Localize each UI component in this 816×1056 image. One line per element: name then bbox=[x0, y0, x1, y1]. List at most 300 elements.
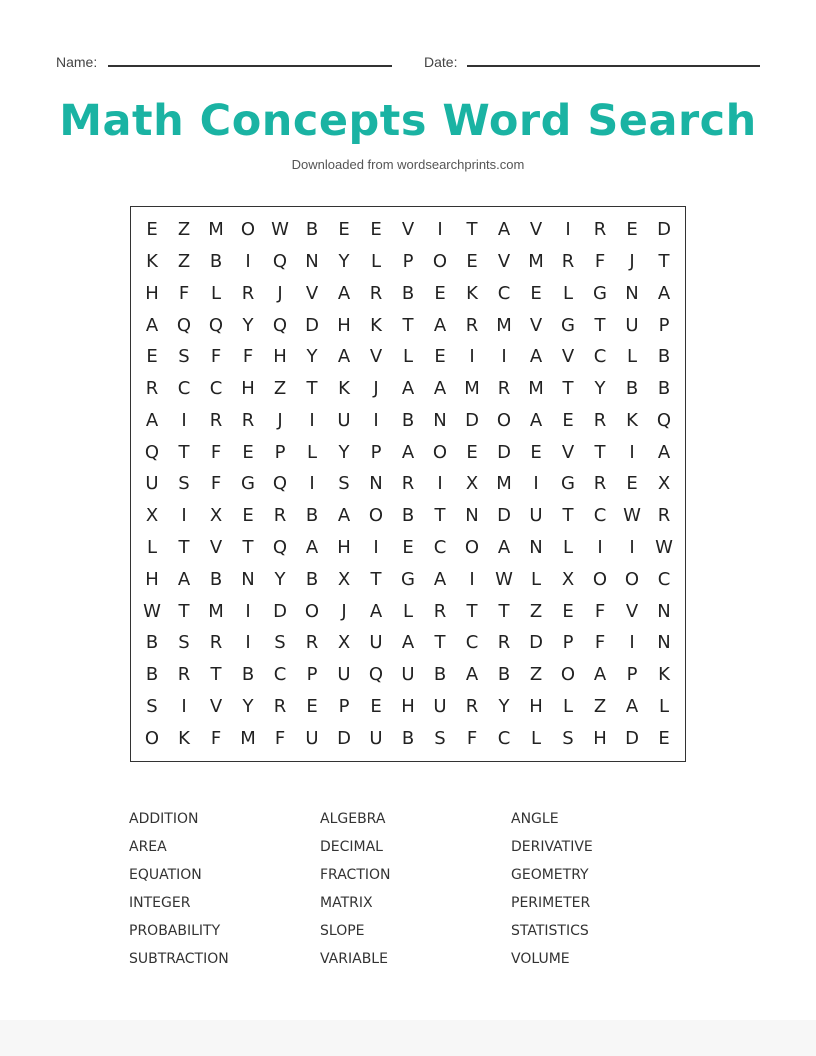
grid-letter: U bbox=[625, 314, 639, 336]
grid-letter: R bbox=[465, 695, 479, 717]
grid-letter: V bbox=[561, 346, 575, 368]
grid-letter: F bbox=[210, 346, 222, 368]
grid-letter: F bbox=[594, 632, 606, 654]
grid-letter: S bbox=[338, 473, 350, 495]
grid-letter: I bbox=[501, 346, 507, 368]
grid-letter: R bbox=[497, 632, 511, 654]
grid-letter: U bbox=[305, 727, 319, 749]
grid-letter: B bbox=[401, 282, 415, 304]
grid-letter: N bbox=[465, 505, 479, 527]
grid-letter: E bbox=[146, 219, 158, 241]
grid-letter: C bbox=[657, 568, 671, 590]
grid-letter: A bbox=[497, 219, 511, 241]
grid-letter: I bbox=[629, 441, 635, 463]
grid-letter: X bbox=[145, 505, 159, 527]
grid-letter: F bbox=[210, 727, 222, 749]
grid-letter: P bbox=[402, 251, 414, 273]
grid-letter: A bbox=[177, 568, 191, 590]
grid-letter: T bbox=[562, 378, 574, 400]
grid-letter: O bbox=[560, 664, 576, 686]
grid-letter: T bbox=[466, 600, 478, 622]
grid-letter: O bbox=[432, 251, 448, 273]
grid-letter: X bbox=[465, 473, 479, 495]
grid-letter: L bbox=[562, 282, 574, 304]
grid-letter: A bbox=[401, 632, 415, 654]
word-list-item: STATISTICS bbox=[511, 923, 589, 939]
grid-letter: E bbox=[306, 695, 318, 717]
grid-letter: T bbox=[178, 600, 190, 622]
grid-letter: R bbox=[241, 409, 255, 431]
grid-letter: I bbox=[469, 346, 475, 368]
grid-letter: D bbox=[273, 600, 287, 622]
grid-letter: F bbox=[274, 727, 286, 749]
grid-letter: Y bbox=[338, 441, 350, 463]
footer-band bbox=[0, 1020, 816, 1056]
word-list-item: VOLUME bbox=[511, 951, 570, 967]
grid-letter: X bbox=[657, 473, 671, 495]
grid-letter: A bbox=[657, 441, 671, 463]
grid-letter: B bbox=[305, 219, 319, 241]
grid-letter: S bbox=[562, 727, 574, 749]
grid-letter: T bbox=[242, 537, 254, 559]
grid-letter: D bbox=[497, 505, 511, 527]
word-list-item: DERIVATIVE bbox=[511, 839, 593, 855]
grid-letter: J bbox=[277, 409, 283, 431]
grid-letter: T bbox=[402, 314, 414, 336]
grid-letter: V bbox=[497, 251, 511, 273]
grid-letter: U bbox=[369, 632, 383, 654]
grid-letter: O bbox=[432, 441, 448, 463]
grid-letter: Z bbox=[529, 664, 543, 686]
grid-letter: M bbox=[464, 378, 480, 400]
grid-letter: Q bbox=[144, 441, 160, 463]
grid-letter: L bbox=[402, 346, 414, 368]
word-list-item: ALGEBRA bbox=[320, 811, 386, 827]
grid-letter: I bbox=[181, 409, 187, 431]
grid-letter: R bbox=[401, 473, 415, 495]
grid-letter: H bbox=[401, 695, 415, 717]
grid-letter: J bbox=[341, 600, 347, 622]
grid-letter: S bbox=[146, 695, 158, 717]
grid-letter: I bbox=[181, 505, 187, 527]
grid-letter: S bbox=[434, 727, 446, 749]
grid-letter: W bbox=[143, 600, 161, 622]
grid-letter: F bbox=[594, 600, 606, 622]
grid-letter: B bbox=[497, 664, 511, 686]
grid-letter: D bbox=[337, 727, 351, 749]
grid-letter: B bbox=[305, 568, 319, 590]
grid-letter: U bbox=[433, 695, 447, 717]
word-list-item: SUBTRACTION bbox=[129, 951, 229, 967]
grid-letter: F bbox=[466, 727, 478, 749]
grid-letter: U bbox=[337, 409, 351, 431]
grid-letter: B bbox=[209, 568, 223, 590]
grid-letter: X bbox=[337, 568, 351, 590]
grid-letter: V bbox=[369, 346, 383, 368]
grid-letter: B bbox=[433, 664, 447, 686]
grid-letter: R bbox=[593, 219, 607, 241]
grid-letter: P bbox=[658, 314, 670, 336]
date-line bbox=[467, 65, 760, 67]
grid-letter: A bbox=[433, 568, 447, 590]
grid-letter: A bbox=[625, 695, 639, 717]
grid-letter: S bbox=[178, 632, 190, 654]
grid-letter: E bbox=[530, 282, 542, 304]
grid-letter: P bbox=[306, 664, 318, 686]
grid-letter: A bbox=[401, 441, 415, 463]
grid-letter: A bbox=[593, 664, 607, 686]
grid-letter: B bbox=[401, 505, 415, 527]
grid-letter: T bbox=[434, 505, 446, 527]
grid-letter: C bbox=[465, 632, 479, 654]
grid-letter: L bbox=[530, 568, 542, 590]
grid-letter: Q bbox=[272, 537, 288, 559]
grid-letter: K bbox=[658, 664, 670, 686]
grid-letter: I bbox=[181, 695, 187, 717]
grid-letter: Z bbox=[529, 600, 543, 622]
grid-letter: A bbox=[433, 314, 447, 336]
grid-letter: V bbox=[529, 314, 543, 336]
grid-letter: T bbox=[466, 219, 478, 241]
grid-letter: R bbox=[145, 378, 159, 400]
word-list-item: FRACTION bbox=[320, 867, 391, 883]
grid-letter: B bbox=[401, 727, 415, 749]
grid-letter: T bbox=[594, 441, 606, 463]
grid-letter: P bbox=[274, 441, 286, 463]
grid-letter: L bbox=[210, 282, 222, 304]
grid-letter: R bbox=[497, 378, 511, 400]
grid-letter: G bbox=[561, 473, 575, 495]
grid-letter: V bbox=[401, 219, 415, 241]
grid-letter: L bbox=[370, 251, 382, 273]
grid-letter: Y bbox=[594, 378, 606, 400]
grid-letter: Y bbox=[242, 314, 254, 336]
grid-letter: A bbox=[497, 537, 511, 559]
grid-letter: I bbox=[245, 632, 251, 654]
grid-letter: Z bbox=[593, 695, 607, 717]
grid-letter: E bbox=[402, 537, 414, 559]
grid-letter: F bbox=[178, 282, 190, 304]
grid-letter: A bbox=[337, 282, 351, 304]
grid-letter: U bbox=[401, 664, 415, 686]
grid-letter: N bbox=[305, 251, 319, 273]
letter-grid bbox=[130, 206, 686, 762]
grid-letter: N bbox=[625, 282, 639, 304]
grid-letter: I bbox=[469, 568, 475, 590]
word-list-item: ANGLE bbox=[511, 811, 559, 827]
grid-letter: C bbox=[433, 537, 447, 559]
grid-letter: Z bbox=[177, 219, 191, 241]
grid-letter: R bbox=[273, 695, 287, 717]
grid-letter: L bbox=[402, 600, 414, 622]
grid-letter: B bbox=[145, 664, 159, 686]
grid-letter: T bbox=[178, 537, 190, 559]
grid-letter: V bbox=[209, 695, 223, 717]
grid-letter: R bbox=[241, 282, 255, 304]
grid-letter: E bbox=[626, 473, 638, 495]
grid-letter: A bbox=[529, 409, 543, 431]
grid-letter: H bbox=[241, 378, 255, 400]
grid-letter: W bbox=[495, 568, 513, 590]
grid-letter: H bbox=[337, 314, 351, 336]
grid-letter: L bbox=[530, 727, 542, 749]
grid-letter: T bbox=[594, 314, 606, 336]
grid-letter: I bbox=[629, 632, 635, 654]
grid-letter: R bbox=[433, 600, 447, 622]
grid-letter: R bbox=[561, 251, 575, 273]
grid-letter: M bbox=[528, 378, 544, 400]
grid-letter: E bbox=[370, 219, 382, 241]
grid-letter: K bbox=[338, 378, 350, 400]
grid-letter: N bbox=[241, 568, 255, 590]
grid-letter: K bbox=[370, 314, 382, 336]
grid-letter: P bbox=[338, 695, 350, 717]
grid-letter: M bbox=[496, 473, 512, 495]
grid-letter: A bbox=[369, 600, 383, 622]
grid-letter: T bbox=[210, 664, 222, 686]
grid-letter: V bbox=[625, 600, 639, 622]
grid-letter: J bbox=[629, 251, 635, 273]
grid-letter: V bbox=[529, 219, 543, 241]
grid-letter: I bbox=[245, 251, 251, 273]
grid-letter: O bbox=[592, 568, 608, 590]
grid-letter: V bbox=[305, 282, 319, 304]
grid-letter: C bbox=[593, 346, 607, 368]
grid-letter: D bbox=[465, 409, 479, 431]
word-list-item: PERIMETER bbox=[511, 895, 591, 911]
grid-letter: A bbox=[337, 505, 351, 527]
grid-letter: L bbox=[658, 695, 670, 717]
grid-letter: I bbox=[533, 473, 539, 495]
grid-letter: V bbox=[209, 537, 223, 559]
grid-letter: H bbox=[145, 282, 159, 304]
word-list-item: ADDITION bbox=[129, 811, 199, 827]
grid-letter: B bbox=[625, 378, 639, 400]
grid-letter: W bbox=[655, 537, 673, 559]
grid-letter: A bbox=[433, 378, 447, 400]
word-list-item: MATRIX bbox=[320, 895, 373, 911]
word-list-item: VARIABLE bbox=[320, 951, 388, 967]
grid-letter: D bbox=[305, 314, 319, 336]
grid-letter: G bbox=[593, 282, 607, 304]
grid-letter: L bbox=[626, 346, 638, 368]
grid-letter: N bbox=[657, 600, 671, 622]
grid-letter: Z bbox=[273, 378, 287, 400]
grid-letter: P bbox=[626, 664, 638, 686]
grid-letter: E bbox=[146, 346, 158, 368]
grid-letter: L bbox=[562, 537, 574, 559]
grid-letter: S bbox=[178, 473, 190, 495]
grid-letter: R bbox=[305, 632, 319, 654]
word-list-item: GEOMETRY bbox=[511, 867, 589, 883]
grid-letter: T bbox=[658, 251, 670, 273]
grid-letter: E bbox=[626, 219, 638, 241]
grid-letter: O bbox=[368, 505, 384, 527]
grid-letter: F bbox=[210, 473, 222, 495]
grid-letter: Q bbox=[272, 473, 288, 495]
grid-letter: I bbox=[437, 473, 443, 495]
word-list-item: PROBABILITY bbox=[129, 923, 221, 939]
grid-letter: Q bbox=[176, 314, 192, 336]
grid-letter: K bbox=[146, 251, 158, 273]
grid-letter: F bbox=[594, 251, 606, 273]
grid-letter: Y bbox=[274, 568, 286, 590]
grid-letter: S bbox=[274, 632, 286, 654]
grid-letter: I bbox=[437, 219, 443, 241]
grid-letter: H bbox=[145, 568, 159, 590]
word-list-item: EQUATION bbox=[129, 867, 202, 883]
name-label: Name: bbox=[56, 54, 98, 70]
grid-letter: A bbox=[145, 409, 159, 431]
grid-letter: D bbox=[529, 632, 543, 654]
grid-letter: I bbox=[309, 409, 315, 431]
grid-letter: C bbox=[497, 282, 511, 304]
grid-letter: D bbox=[625, 727, 639, 749]
grid-letter: A bbox=[145, 314, 159, 336]
grid-letter: A bbox=[529, 346, 543, 368]
grid-letter: F bbox=[242, 346, 254, 368]
grid-letter: E bbox=[466, 441, 478, 463]
grid-letter: B bbox=[209, 251, 223, 273]
grid-letter: H bbox=[593, 727, 607, 749]
grid-letter: K bbox=[466, 282, 478, 304]
grid-letter: I bbox=[629, 537, 635, 559]
grid-letter: B bbox=[401, 409, 415, 431]
grid-letter: O bbox=[464, 537, 480, 559]
grid-letter: M bbox=[208, 600, 224, 622]
grid-letter: C bbox=[593, 505, 607, 527]
grid-letter: U bbox=[369, 727, 383, 749]
grid-letter: Y bbox=[498, 695, 510, 717]
word-list-item: INTEGER bbox=[129, 895, 191, 911]
grid-letter: M bbox=[496, 314, 512, 336]
grid-letter: I bbox=[373, 409, 379, 431]
grid-letter: N bbox=[529, 537, 543, 559]
word-list bbox=[129, 810, 729, 968]
grid-letter: E bbox=[658, 727, 670, 749]
grid-letter: R bbox=[177, 664, 191, 686]
grid-letter: Q bbox=[368, 664, 384, 686]
grid-letter: M bbox=[208, 219, 224, 241]
grid-letter: M bbox=[240, 727, 256, 749]
page-title: Math Concepts Word Search bbox=[59, 96, 757, 146]
grid-letter: G bbox=[401, 568, 415, 590]
grid-letter: I bbox=[565, 219, 571, 241]
grid-letter: D bbox=[657, 219, 671, 241]
grid-letter: P bbox=[370, 441, 382, 463]
grid-letter: E bbox=[466, 251, 478, 273]
grid-letter: E bbox=[562, 600, 574, 622]
grid-letter: R bbox=[209, 632, 223, 654]
grid-letter: I bbox=[373, 537, 379, 559]
word-list-item: AREA bbox=[129, 839, 167, 855]
grid-letter: R bbox=[465, 314, 479, 336]
grid-letter: E bbox=[242, 505, 254, 527]
grid-letter: N bbox=[657, 632, 671, 654]
grid-letter: Z bbox=[177, 251, 191, 273]
grid-letter: U bbox=[337, 664, 351, 686]
grid-letter: A bbox=[401, 378, 415, 400]
grid-letter: V bbox=[561, 441, 575, 463]
grid-letter: X bbox=[561, 568, 575, 590]
grid-letter: G bbox=[561, 314, 575, 336]
grid-letter: Q bbox=[272, 251, 288, 273]
grid-letter: C bbox=[273, 664, 287, 686]
grid-letter: A bbox=[305, 537, 319, 559]
grid-letter: D bbox=[497, 441, 511, 463]
grid-letter: R bbox=[369, 282, 383, 304]
grid-letter: Y bbox=[306, 346, 318, 368]
name-line bbox=[108, 65, 392, 67]
grid-letter: J bbox=[373, 378, 379, 400]
grid-letter: X bbox=[337, 632, 351, 654]
page-subtitle: Downloaded from wordsearchprints.com bbox=[291, 157, 525, 172]
grid-letter: E bbox=[530, 441, 542, 463]
grid-letter: O bbox=[144, 727, 160, 749]
grid-letter: N bbox=[433, 409, 447, 431]
grid-letter: O bbox=[624, 568, 640, 590]
grid-letter: Q bbox=[208, 314, 224, 336]
grid-letter: E bbox=[242, 441, 254, 463]
grid-letter: R bbox=[657, 505, 671, 527]
grid-letter: H bbox=[337, 537, 351, 559]
grid-letter: A bbox=[465, 664, 479, 686]
grid-letter: H bbox=[273, 346, 287, 368]
grid-letter: K bbox=[626, 409, 638, 431]
grid-letter: G bbox=[241, 473, 255, 495]
grid-letter: E bbox=[370, 695, 382, 717]
grid-letter: S bbox=[178, 346, 190, 368]
grid-letter: Y bbox=[242, 695, 254, 717]
grid-letter: H bbox=[529, 695, 543, 717]
grid-letter: N bbox=[369, 473, 383, 495]
grid-letter: B bbox=[305, 505, 319, 527]
word-list-item: DECIMAL bbox=[320, 839, 383, 855]
grid-letter: E bbox=[434, 346, 446, 368]
word-list-item: SLOPE bbox=[320, 923, 365, 939]
grid-letter: X bbox=[209, 505, 223, 527]
date-label: Date: bbox=[424, 54, 458, 70]
grid-letter: Q bbox=[656, 409, 672, 431]
grid-letter: B bbox=[657, 346, 671, 368]
grid-letter: W bbox=[271, 219, 289, 241]
grid-letter: O bbox=[240, 219, 256, 241]
grid-letter: Y bbox=[338, 251, 350, 273]
grid-letter: T bbox=[370, 568, 382, 590]
grid-letter: B bbox=[241, 664, 255, 686]
grid-letter: I bbox=[245, 600, 251, 622]
grid-letter: A bbox=[657, 282, 671, 304]
grid-letter: P bbox=[562, 632, 574, 654]
grid-letter: C bbox=[177, 378, 191, 400]
grid-letter: E bbox=[434, 282, 446, 304]
grid-letter: C bbox=[497, 727, 511, 749]
grid-letter: F bbox=[210, 441, 222, 463]
grid-letter: W bbox=[623, 505, 641, 527]
grid-letter: U bbox=[145, 473, 159, 495]
grid-letter: T bbox=[562, 505, 574, 527]
grid-letter: L bbox=[306, 441, 318, 463]
grid-letter: L bbox=[146, 537, 158, 559]
grid-letter: L bbox=[562, 695, 574, 717]
grid-letter: R bbox=[273, 505, 287, 527]
grid-letter: T bbox=[434, 632, 446, 654]
grid-letter: A bbox=[337, 346, 351, 368]
grid-letter: C bbox=[209, 378, 223, 400]
grid-letter: E bbox=[562, 409, 574, 431]
grid-letter: O bbox=[304, 600, 320, 622]
grid-letter: T bbox=[178, 441, 190, 463]
